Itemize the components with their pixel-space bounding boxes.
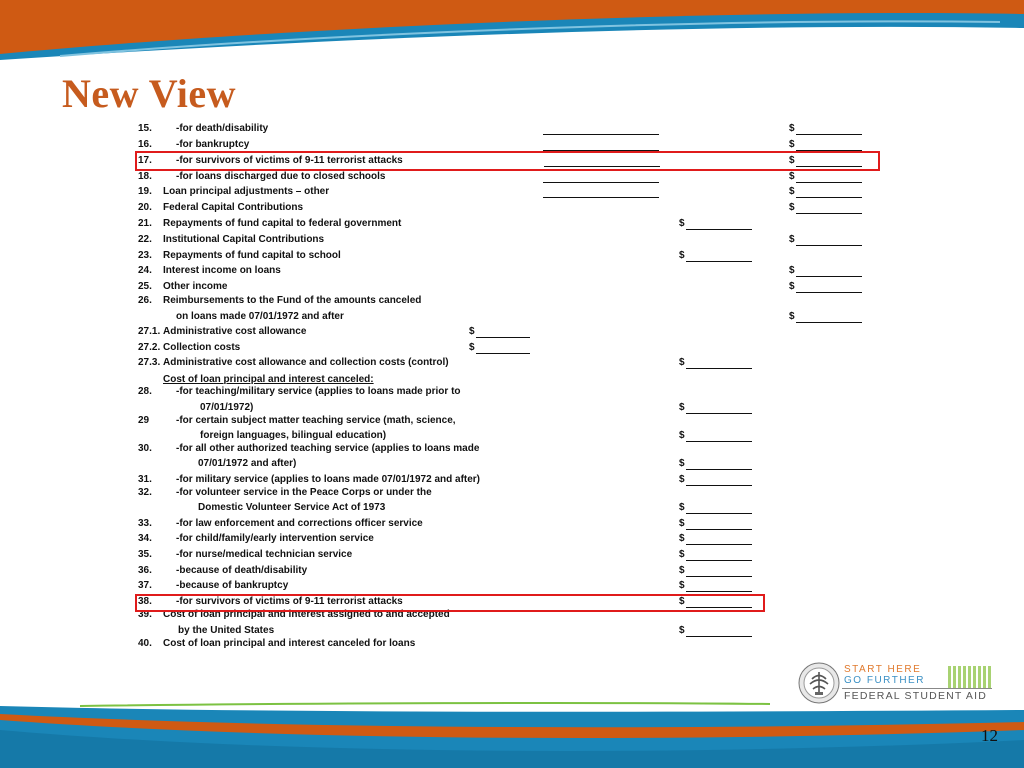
line-number: 23. [138, 250, 152, 261]
line-number: 17. [138, 155, 152, 166]
line-number: 25. [138, 281, 152, 292]
line-label: -for teaching/military service (applies to loans made prior to [176, 386, 461, 397]
line-number: 37. [138, 580, 152, 591]
amount-field[interactable] [789, 234, 862, 246]
page-number: 12 [981, 726, 998, 745]
line-label: -for survivors of victims of 9-11 terrorist attacks [176, 155, 403, 166]
line-label: -for military service (applies to loans made 07/01/1972 and after) [176, 474, 481, 485]
amount-field[interactable] [789, 123, 862, 135]
line-number: 19. [138, 186, 152, 197]
line-label: -because of death/disability [176, 565, 308, 576]
logo-line-go-further: GO FURTHER [844, 675, 925, 686]
dollar-sign: $ [789, 311, 795, 322]
line-label: -for law enforcement and corrections officer service [176, 518, 423, 529]
dollar-sign: $ [789, 186, 795, 197]
amount-field[interactable] [679, 625, 752, 637]
line-label: -for volunteer service in the Peace Corps or under the [176, 487, 432, 498]
amount-field[interactable] [679, 357, 752, 369]
line-label: -for nurse/medical technician service [176, 549, 353, 560]
line-label: -for death/disability [176, 123, 269, 134]
line-label: on loans made 07/01/1972 and after [176, 311, 344, 322]
dollar-sign: $ [789, 265, 795, 276]
line-label: Interest income on loans [163, 265, 281, 276]
amount-field[interactable] [679, 402, 752, 414]
line-label: Collection costs [163, 342, 241, 353]
dollar-sign: $ [679, 458, 685, 469]
line-label: Institutional Capital Contributions [163, 234, 325, 245]
dollar-sign: $ [679, 565, 685, 576]
highlight-box [135, 151, 880, 171]
dollar-sign: $ [679, 502, 685, 513]
line-label: Domestic Volunteer Service Act of 1973 [198, 502, 386, 513]
highlight-box [135, 594, 765, 612]
blank-field[interactable] [543, 140, 659, 151]
line-label: -for loans discharged due to closed schools [176, 171, 386, 182]
amount-field[interactable] [679, 580, 752, 592]
section-heading: Cost of loan principal and interest canceled: [163, 374, 374, 385]
line-number: 29 [138, 415, 150, 426]
logo-line-start-here: START HERE [844, 664, 922, 675]
dollar-sign: $ [789, 139, 795, 150]
line-label: Loan principal adjustments – other [163, 186, 330, 197]
line-number: 35. [138, 549, 152, 560]
line-number: 22. [138, 234, 152, 245]
line-label: Reimbursements to the Fund of the amounts canceled [163, 295, 422, 306]
line-number: 28. [138, 386, 152, 397]
line-label: -because of bankruptcy [176, 580, 289, 591]
amount-field[interactable] [679, 518, 752, 530]
line-label: 07/01/1972) [200, 402, 254, 413]
dollar-sign: $ [679, 596, 685, 607]
dollar-sign: $ [679, 518, 685, 529]
dollar-sign: $ [679, 474, 685, 485]
line-label: Repayments of fund capital to school [163, 250, 341, 261]
dollar-sign: $ [789, 281, 795, 292]
line-number: 34. [138, 533, 152, 544]
department-seal-icon [798, 662, 840, 704]
amount-field[interactable] [679, 474, 752, 486]
dollar-sign: $ [679, 402, 685, 413]
line-number: 15. [138, 123, 152, 134]
line-label: 07/01/1972 and after) [198, 458, 297, 469]
line-label: Administrative cost allowance [163, 326, 307, 337]
line-label: -for child/family/early intervention service [176, 533, 374, 544]
amount-field[interactable] [789, 171, 862, 183]
line-number: 16. [138, 139, 152, 150]
amount-field[interactable] [789, 265, 862, 277]
amount-field[interactable] [679, 533, 752, 545]
line-label: Cost of loan principal and interest assigned to and accepted [163, 609, 450, 620]
logo-line-federal-student-aid: FEDERAL STUDENT AID [844, 690, 987, 702]
line-label: Repayments of fund capital to federal government [163, 218, 402, 229]
dollar-sign: $ [679, 533, 685, 544]
blank-field[interactable] [543, 124, 659, 135]
dollar-sign: $ [679, 430, 685, 441]
line-number: 30. [138, 443, 152, 454]
amount-field[interactable] [789, 186, 862, 198]
line-number: 18. [138, 171, 152, 182]
slide-title: New View [62, 71, 236, 116]
line-number: 21. [138, 218, 152, 229]
line-number: 27.3. [138, 357, 161, 368]
line-number: 20. [138, 202, 152, 213]
blank-field[interactable] [543, 187, 659, 198]
line-number: 24. [138, 265, 152, 276]
line-number: 31. [138, 474, 152, 485]
logo-dot-pattern [948, 666, 992, 688]
line-label: Administrative cost allowance and collection costs (control) [163, 357, 449, 368]
dollar-sign: $ [679, 580, 685, 591]
amount-field[interactable] [789, 202, 862, 214]
amount-field[interactable] [679, 549, 752, 561]
dollar-sign: $ [789, 202, 795, 213]
line-number: 26. [138, 295, 152, 306]
line-number: 33. [138, 518, 152, 529]
amount-field[interactable] [789, 311, 862, 323]
dollar-sign: $ [679, 625, 685, 636]
line-label: -for all other authorized teaching service (applies to loans made [176, 443, 480, 454]
line-number: 36. [138, 565, 152, 576]
dollar-sign: $ [679, 357, 685, 368]
amount-field[interactable] [789, 281, 862, 293]
line-number: 27.1. [138, 326, 161, 337]
amount-field[interactable] [679, 565, 752, 577]
dollar-sign: $ [789, 234, 795, 245]
line-number: 38. [138, 596, 152, 607]
line-label: Cost of loan principal and interest canceled for loans [163, 638, 416, 649]
line-label: -for bankruptcy [176, 139, 250, 150]
line-number: 40. [138, 638, 152, 649]
amount-field[interactable] [679, 458, 752, 470]
dollar-sign: $ [789, 155, 795, 166]
amount-field[interactable] [679, 218, 752, 230]
dollar-sign: $ [679, 218, 685, 229]
logo-rule [842, 688, 992, 689]
dollar-sign: $ [789, 123, 795, 134]
amount-field[interactable] [469, 342, 530, 354]
federal-student-aid-logo [798, 660, 998, 708]
line-label: foreign languages, bilingual education) [200, 430, 387, 441]
line-label: Federal Capital Contributions [163, 202, 304, 213]
dollar-sign: $ [679, 549, 685, 560]
amount-field[interactable] [469, 326, 530, 338]
line-label: -for survivors of victims of 9-11 terrorist attacks [176, 596, 403, 607]
line-number: 39. [138, 609, 152, 620]
dollar-sign: $ [469, 342, 475, 353]
line-number: 27.2. [138, 342, 161, 353]
dollar-sign: $ [679, 250, 685, 261]
dollar-sign: $ [789, 171, 795, 182]
amount-field[interactable] [789, 139, 862, 151]
line-number: 32. [138, 487, 152, 498]
amount-field[interactable] [679, 250, 752, 262]
dollar-sign: $ [469, 326, 475, 337]
blank-field[interactable] [543, 172, 659, 183]
amount-field[interactable] [679, 430, 752, 442]
line-label: by the United States [178, 625, 275, 636]
line-label: -for certain subject matter teaching service (math, science, [176, 415, 456, 426]
line-label: Other income [163, 281, 228, 292]
amount-field[interactable] [679, 502, 752, 514]
